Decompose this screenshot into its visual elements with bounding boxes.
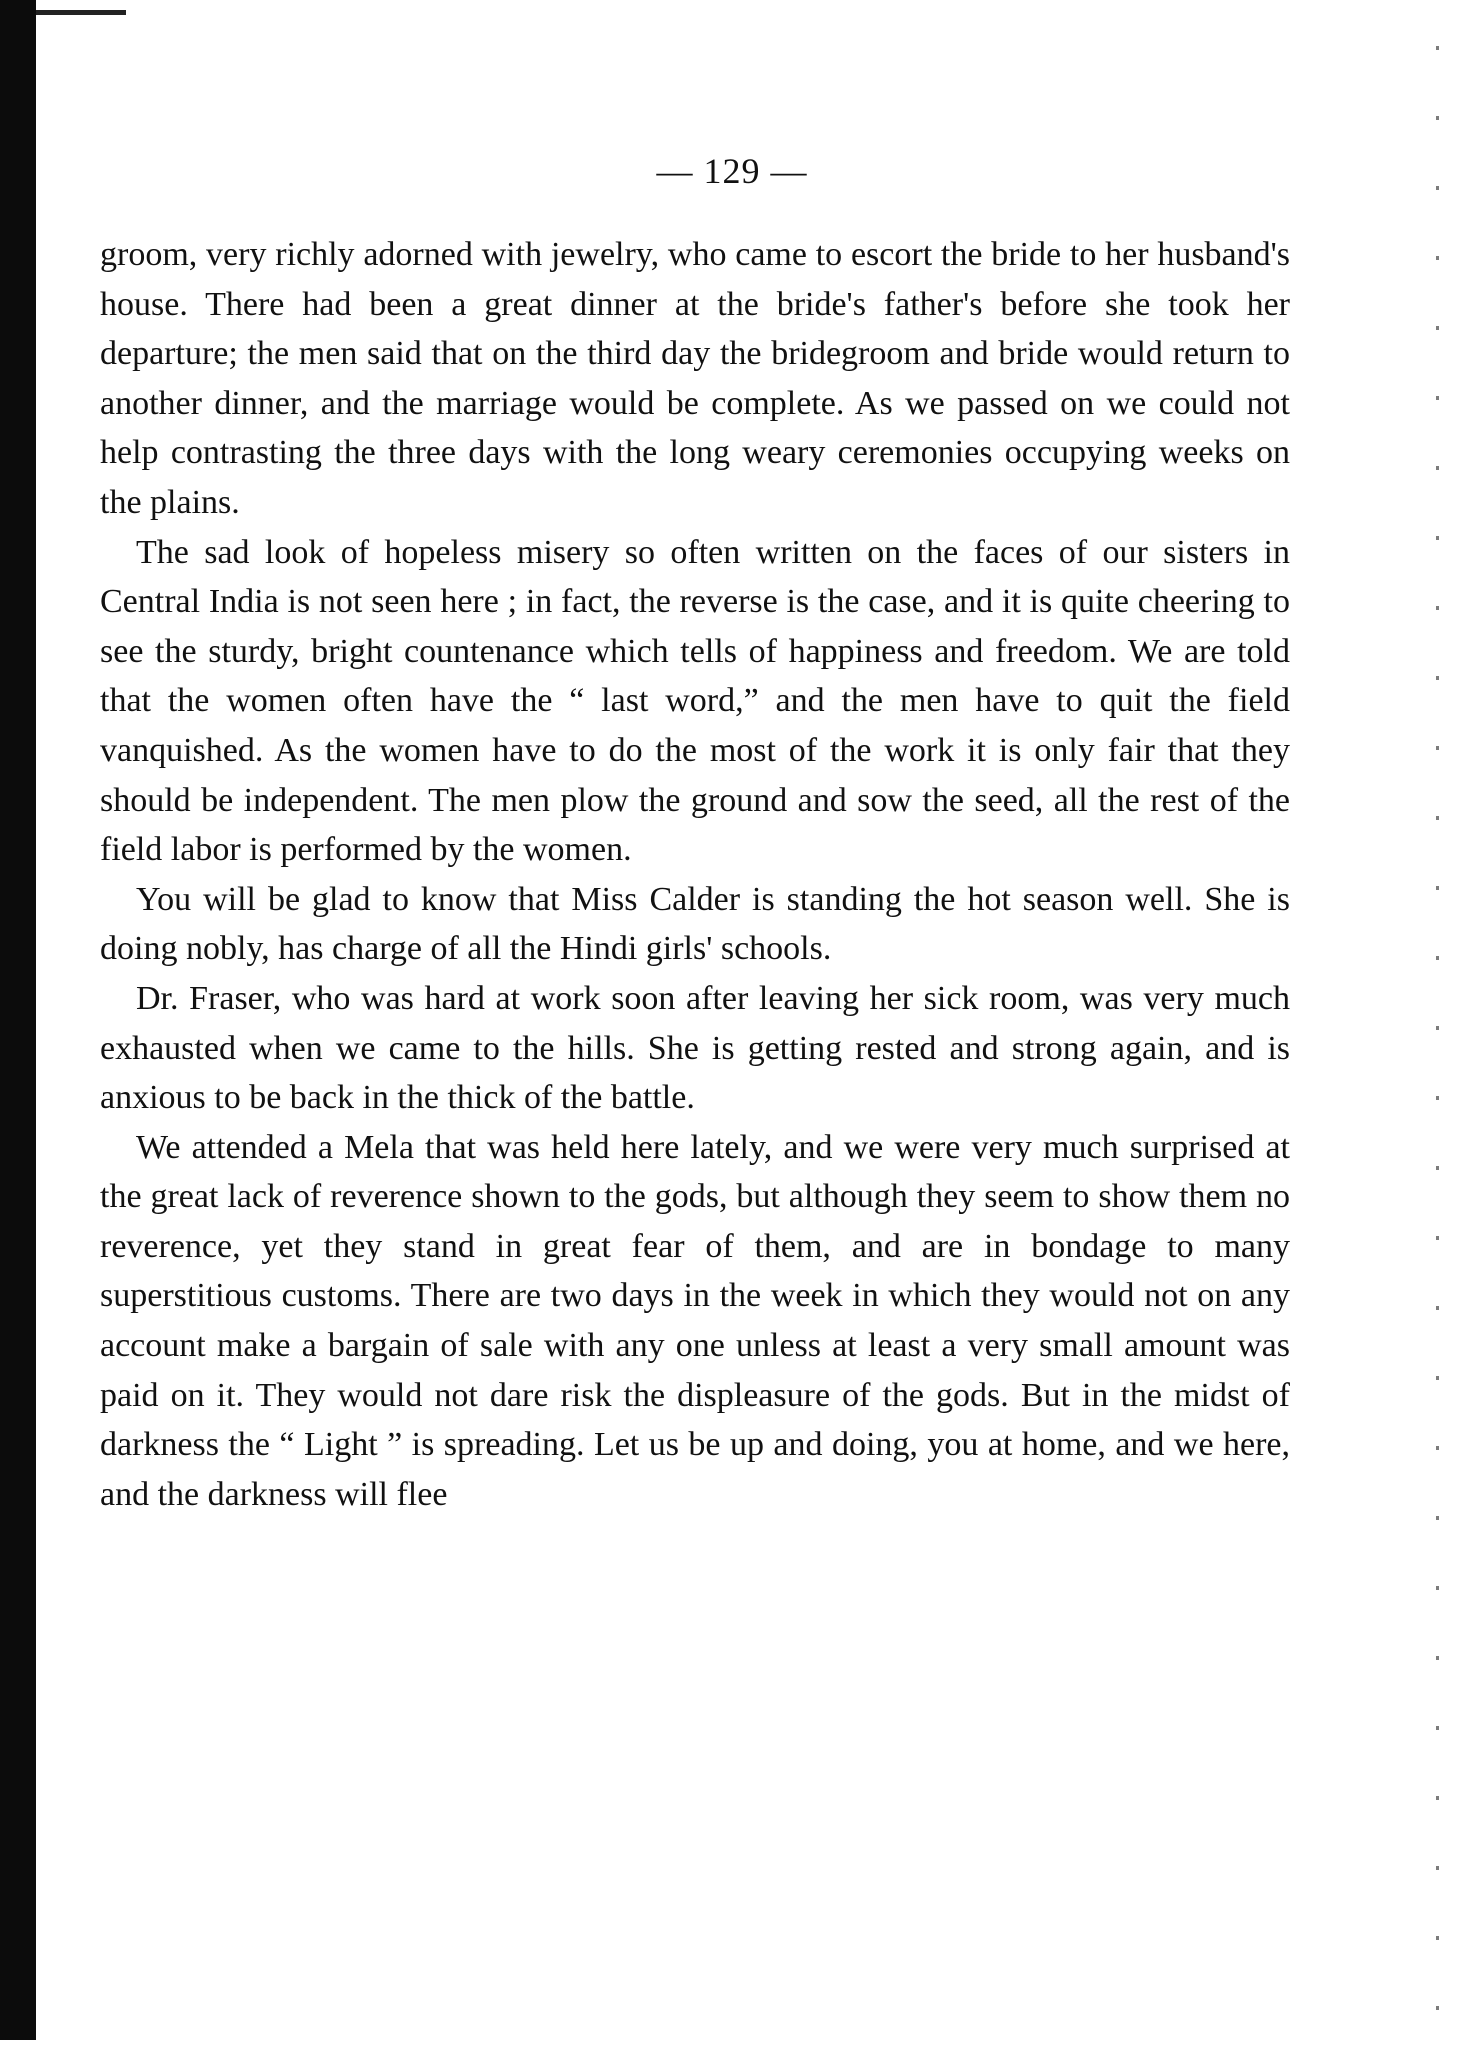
body-text: [100, 230, 1290, 1519]
paragraph-5: We attended a Mela that was held here lately, and we were very much surprised at the great lack of reverence shown to the gods, but although they seem to show them no reverence, yet they stand in great fear of them, and are in bondage to many superstitious customs. There are two days in the week in which they would not on any account make a bargain of sale with any one unless at least a very small amount was paid on it. They would not dare risk the displeasure of the gods. But in the midst of darkness the “ Light ” is spreading. Let us be up and doing, you at home, and we here, and the darkness will flee: [100, 1128, 1290, 1513]
page-number: — 129 —: [656, 151, 808, 191]
paragraph-3: You will be glad to know that Miss Calder is standing the hot season well. She is doing nobly, has charge of all the Hindi girls' schools.: [100, 880, 1290, 968]
paragraph-2: The sad look of hopeless misery so often written on the faces of our sisters in Central India is not seen here ; in fact, the reverse is the case, and it is quite cheering to see the sturdy, bright countenance which tells of happiness and freedom. We are told that the women often have the “ last word,” and the men have to quit the field vanquished. As the women have to do the most of the work it is only fair that they should be independent. The men plow the ground and sow the seed, all the rest of the field labor is performed by the women.: [100, 533, 1290, 869]
paragraph-1: groom, very richly adorned with jewelry, who came to escort the bride to her husband's house. There had been a great dinner at the bride's father's before she took her departure; the men said that on the third day the bridegroom and bride would return to another dinner, and the marriage would be complete. As we passed on we could not help contrasting the three days with the long weary ceremonies occupying weeks on the plains.: [100, 236, 1290, 521]
scan-speckle: [1416, 20, 1456, 2050]
binding-edge-top: [36, 10, 126, 15]
binding-edge: [0, 0, 36, 2040]
paragraph-4: Dr. Fraser, who was hard at work soon after leaving her sick room, was very much exhausted when we came to the hills. She is getting rested and strong again, and is anxious to be back in the thick of the battle.: [100, 979, 1290, 1117]
